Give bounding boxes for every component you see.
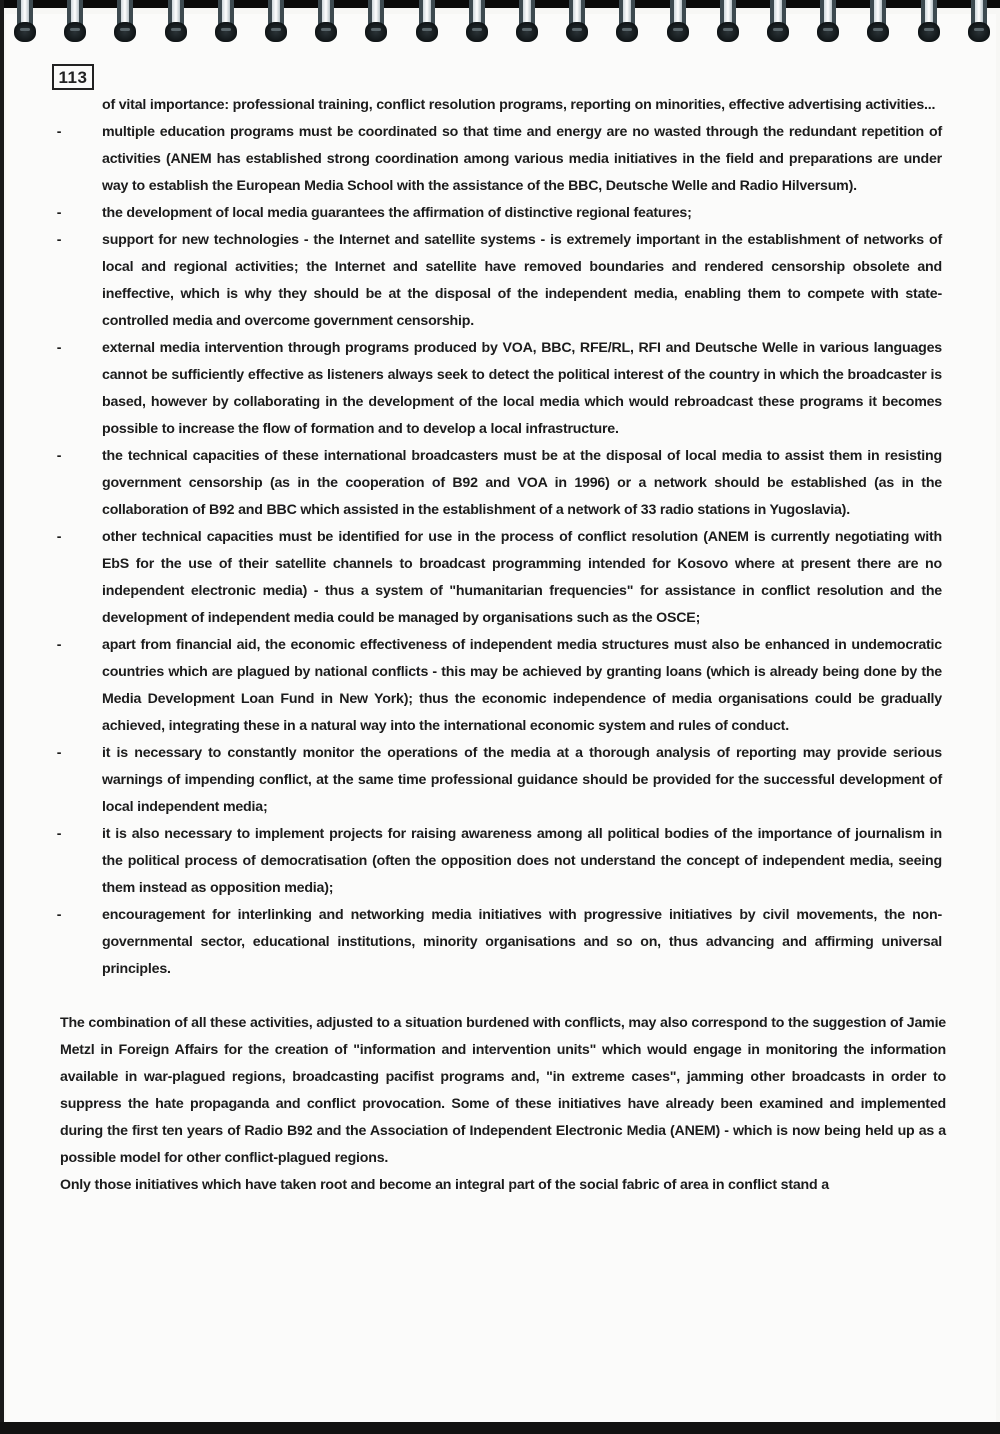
spiral-ring-icon <box>363 0 389 44</box>
spiral-ring-icon <box>916 0 942 44</box>
page-body <box>0 92 1000 1199</box>
spiral-ring-icon <box>414 0 440 44</box>
spiral-ring-icon <box>765 0 791 44</box>
bullet-text: external media intervention through programs produced by VOA, BBC, RFE/RL, RFI and Deutsche Welle in various languages cannot be sufficiently effective as listeners always seek to detect the political interest of the country in which the broadcaster is based, however by collaborating in the development of the local media which would rebroadcast these programs it becomes possible to increase the flow of formation and to develop a local infrastructure. <box>102 340 942 437</box>
bullet-text: multiple education programs must be coordinated so that time and energy are no wasted through the redundant repetition of activities (ANEM has established strong coordination among various media initiatives in the field and preparations are under way to establish the European Media School with the assistance of the BBC, Deutsche Welle and Radio Hilversum). <box>102 124 942 194</box>
spiral-ring-icon <box>715 0 741 44</box>
spiral-ring-icon <box>464 0 490 44</box>
spiral-ring-icon <box>815 0 841 44</box>
spiral-ring-icon <box>213 0 239 44</box>
spiral-ring-icon <box>62 0 88 44</box>
spiral-ring-icon <box>966 0 992 44</box>
bullet-dash-icon: - <box>56 745 62 761</box>
bullet-dash-icon: - <box>56 907 62 923</box>
bullet-dash-icon: - <box>56 637 62 653</box>
bullet-dash-icon: - <box>56 826 62 842</box>
bullet-text: encouragement for interlinking and networking media initiatives with progressive initiatives by civil movements, the non-governmental sector, educational institutions, minority organisations and so on, thus advancing and affirming universal principles. <box>102 907 942 977</box>
bullet-dash-icon: - <box>56 529 62 545</box>
spiral-ring-icon <box>163 0 189 44</box>
bullet-item <box>0 443 1000 524</box>
bullet-text: apart from financial aid, the economic effectiveness of independent media structures must also be enhanced in undemocratic countries which are plagued by national conflicts - this may be achieved by granting loans (which is already being done by the Media Development Loan Fund in New York); thus the economic independence of media organisations could be gradually achieved, integrating these in a natural way into the international economic system and rules of conduct. <box>102 637 942 734</box>
body-paragraph: The combination of all these activities, adjusted to a situation burdened with conflicts, may also correspond to the suggestion of Jamie Metzl in Foreign Affairs for the creation of "information and intervention units" which would engage in monitoring the information available in war-plagued regions, broadcasting pacifist programs and, "in extreme cases", jamming other broadcasts in order to suppress the hate propaganda and conflict provocation. Some of these initiatives have already been examined and implemented during the first ten years of Radio B92 and the Association of Independent Electronic Media (ANEM) - which is now being held up as a possible model for other conflict-plagued regions. <box>60 1015 946 1166</box>
bullet-dash-icon: - <box>56 232 62 248</box>
spiral-ring-icon <box>665 0 691 44</box>
bullet-text: it is also necessary to implement projects for raising awareness among all political bodies of the importance of journalism in the political process of democratisation (often the opposition does not understand the concept of independent media, seeing them instead as opposition media); <box>102 826 942 896</box>
bullet-item <box>0 524 1000 632</box>
bullet-item <box>0 821 1000 902</box>
bullet-item <box>0 119 1000 200</box>
spiral-ring-icon <box>564 0 590 44</box>
bullet-item <box>0 335 1000 443</box>
bullet-text: the technical capacities of these international broadcasters must be at the disposal of local media to assist them in resisting government censorship (as in the cooperation of B92 and VOA in 1996) or a network should be established (as in the collaboration of B92 and BBC which assisted in the establishment of a network of 33 radio stations in Yugoslavia). <box>102 448 942 518</box>
continued-bullet-text: of vital importance: professional training, conflict resolution programs, reporting on minorities, effective advertising activities... <box>102 97 936 113</box>
bullet-dash-icon: - <box>56 340 62 356</box>
binding-bottom-edge <box>0 1422 1000 1434</box>
spiral-ring-icon <box>865 0 891 44</box>
spiral-ring-icon <box>514 0 540 44</box>
body-paragraphs <box>0 1010 1000 1199</box>
spiral-ring-icon <box>12 0 38 44</box>
spiral-ring-icon <box>313 0 339 44</box>
bullet-item <box>0 740 1000 821</box>
body-paragraph: Only those initiatives which have taken root and become an integral part of the social fabric of area in conflict stand a <box>60 1177 829 1193</box>
bullet-item <box>0 902 1000 983</box>
bullet-item <box>0 227 1000 335</box>
bullet-dash-icon: - <box>56 124 62 140</box>
bullet-item <box>0 200 1000 227</box>
bullet-text: support for new technologies - the Internet and satellite systems - is extremely important in the establishment of networks of local and regional activities; the Internet and satellite have removed boundaries and rendered censorship obsolete and ineffective, which is why they should be at the disposal of the independent media, enabling them to compete with state-controlled media and overcome government censorship. <box>102 232 942 329</box>
bullet-list <box>0 119 1000 983</box>
bullet-dash-icon: - <box>56 205 62 221</box>
spiral-ring-icon <box>263 0 289 44</box>
spiral-binding <box>0 0 1000 48</box>
bullet-text: other technical capacities must be identified for use in the process of conflict resolution (ANEM is currently negotiating with EbS for the use of their satellite channels to broadcast programming intended for Kosovo where at present there are no independent electronic media) - thus a system of "humanitarian frequencies" for assistance in conflict resolution and the development of independent media could be managed by organisations such as the OSCE; <box>102 529 942 626</box>
bullet-dash-icon: - <box>56 448 62 464</box>
bullet-text: the development of local media guarantees the affirmation of distinctive regional features; <box>102 205 692 221</box>
bullet-text: it is necessary to constantly monitor the operations of the media at a thorough analysis of reporting may provide serious warnings of impending conflict, at the same time professional guidance should be provided for the successful development of local independent media; <box>102 745 942 815</box>
spiral-ring-icon <box>614 0 640 44</box>
bullet-item <box>0 632 1000 740</box>
page-number: 113 <box>52 64 94 90</box>
spiral-ring-icon <box>112 0 138 44</box>
